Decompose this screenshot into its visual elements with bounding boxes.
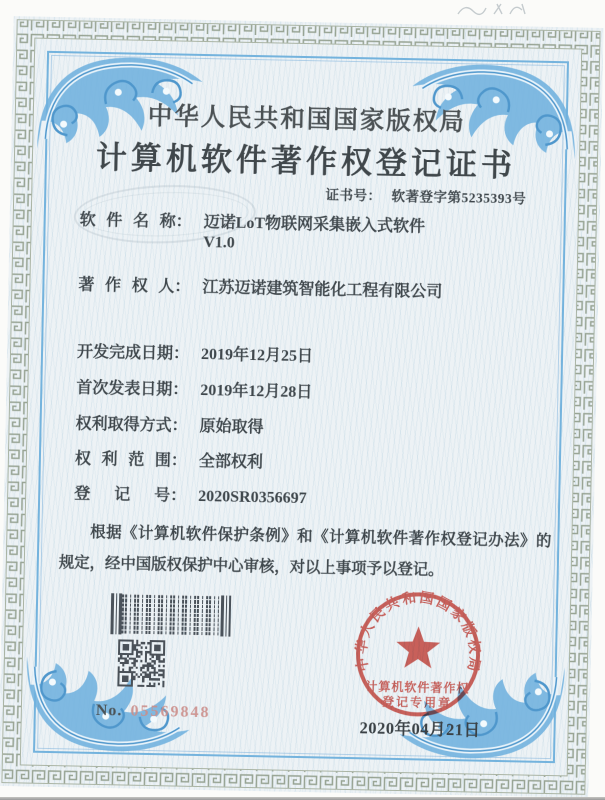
registration-statement: 根据《计算机软件保护条例》和《计算机软件著作权登记办法》的规定，经中国版权保护中心审核，对以上事项予以登记。 <box>58 523 552 579</box>
field-rights-scope <box>75 445 263 472</box>
field-colon: ： <box>170 487 187 505</box>
field-rights-acquisition <box>75 410 263 437</box>
field-value: 2020SR0356697 <box>198 487 307 508</box>
field-registration-number <box>74 480 307 508</box>
field-label: 首次发表日期 <box>76 379 173 399</box>
certificate-title: 计算机软件著作权登记证书 <box>95 139 517 184</box>
field-first-publish-date <box>76 374 312 402</box>
field-label: 登记号 <box>74 485 171 505</box>
scan-artifact <box>452 1 530 17</box>
field-colon: ： <box>175 213 192 231</box>
field-value: 全部权利 <box>198 452 264 472</box>
qr-code <box>117 639 165 687</box>
seal-ring-text: 中华人民共和国国家版权局 <box>354 590 482 675</box>
issue-date: 2020年04月21日 <box>359 718 481 740</box>
serial-label: No. <box>95 701 123 720</box>
barcode-stop-bars <box>218 595 231 636</box>
field-label: 权利范围 <box>74 450 172 470</box>
seal-line2: 登记专用章 <box>381 694 453 711</box>
certificate-number-value: 软著登字第5235393号 <box>391 188 527 207</box>
field-dev-complete-date <box>77 338 313 366</box>
field-value: 原始取得 <box>199 417 264 437</box>
issuing-authority: 中华人民共和国国家版权局 <box>147 102 467 137</box>
field-software-name <box>79 207 425 257</box>
certificate-number-line <box>325 183 526 207</box>
field-colon: ： <box>172 381 189 399</box>
field-colon: ： <box>170 452 188 470</box>
field-value: 迈诺LoT物联网采集嵌入式软件 <box>203 214 426 236</box>
field-label: 著作权人 <box>78 276 175 296</box>
barcode-data-region <box>121 593 219 636</box>
seal-line1: 计算机软件著作权 <box>365 679 470 696</box>
pdf417-barcode <box>110 593 231 636</box>
field-value-line2: V1.0 <box>203 234 236 252</box>
field-label: 开发完成日期 <box>76 343 174 363</box>
field-colon: ： <box>172 345 190 363</box>
field-value: 2019年12月28日 <box>200 381 313 402</box>
barcode-start-bars <box>110 593 122 634</box>
field-colon: ： <box>174 278 191 296</box>
field-value: 2019年12月25日 <box>200 345 314 366</box>
certificate-number-label: 证书号： <box>325 187 382 204</box>
serial-number-line <box>96 702 211 722</box>
field-label: 权利取得方式 <box>75 415 172 435</box>
field-label: 软件名称 <box>79 211 176 231</box>
seal-star <box>396 626 441 668</box>
field-colon: ： <box>171 417 188 435</box>
field-value: 江苏迈诺建筑智能化工程有限公司 <box>202 278 443 301</box>
serial-number: 05569848 <box>130 702 211 722</box>
official-red-seal <box>342 578 495 731</box>
certificate-sheet <box>0 16 604 798</box>
